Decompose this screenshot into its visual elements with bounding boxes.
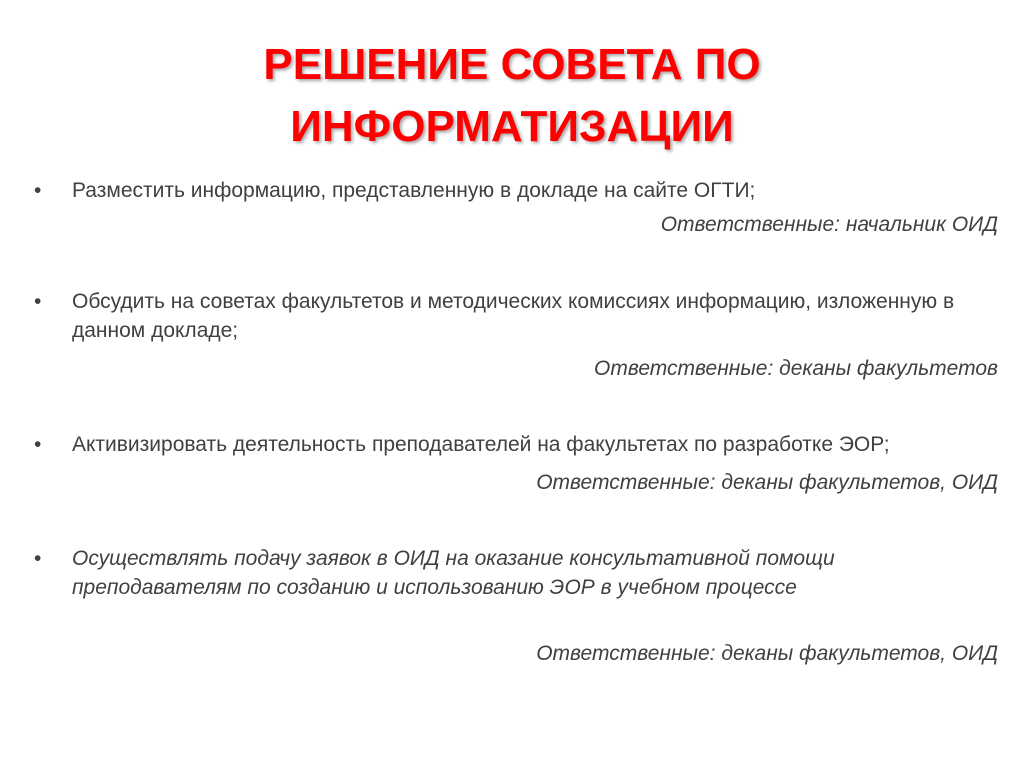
list-item [34,430,998,497]
bullet-icon: • [34,547,42,570]
item-responsible: Ответственные: начальник ОИД [660,213,998,236]
item-text: Активизировать деятельность преподавателей на факультетах по разработке ЭОР; [72,433,890,456]
item-text: Осуществлять подачу заявок в ОИД на оказание консультативной помощи преподавателям по созданию и использованию ЭОР в учебном процессе [72,547,835,599]
item-text: Разместить информацию, представленную в докладе на сайте ОГТИ; [72,179,756,202]
item-responsible: Ответственные: деканы факультетов, ОИД [536,642,998,665]
list-item [34,544,998,668]
list-item [34,287,998,383]
bullet-icon: • [34,433,42,456]
list-item [34,176,998,239]
slide-title: РЕШЕНИЕ СОВЕТА ПО ИНФОРМАТИЗАЦИИ [263,40,761,151]
item-responsible: Ответственные: деканы факультетов, ОИД [536,471,998,494]
bullet-icon: • [34,179,42,202]
item-text: Обсудить на советах факультетов и методических комиссиях информацию, изложенную в данном докладе; [72,290,955,342]
decision-list [34,176,998,668]
bullet-icon: • [34,290,42,313]
item-responsible: Ответственные: деканы факультетов [594,357,998,380]
